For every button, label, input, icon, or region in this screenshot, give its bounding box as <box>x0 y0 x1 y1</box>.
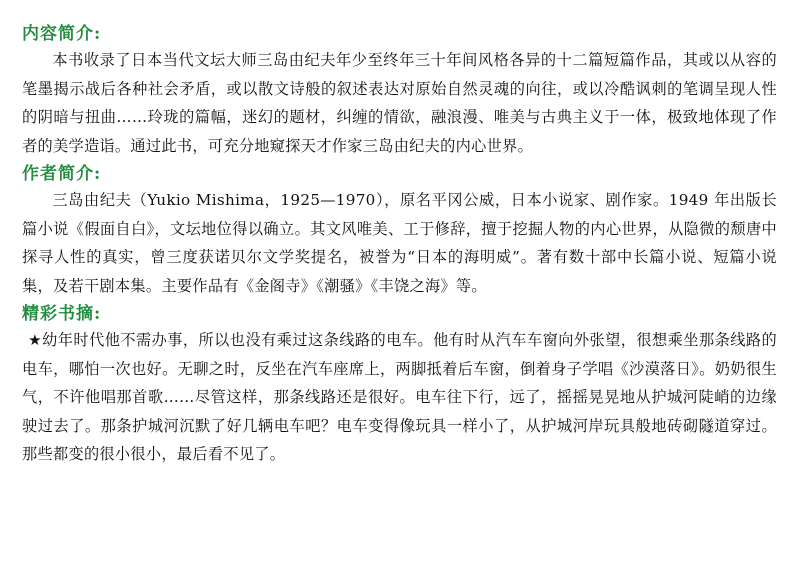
author-paragraph: 三岛由纪夫（Yukio Mishima，1925—1970），原名平冈公威，日本小说家、剧作家。1949 年出版长篇小说《假面自白》，文坛地位得以确立。其文风唯美、工于修辞，擅于挖掘人物的内心世界，从隐微的颓唐中探寻人性的真实，曾三度获诺贝尔文学奖提名，被誉为“日本的海明威”。著有数十部中长篇小说、短篇小说集，及若干剧本集。主要作品有《金阁寺》《潮骚》《丰饶之海》等。 <box>22 191 777 295</box>
excerpt-text: 幼年时代他不需办事，所以也没有乘过这条线路的电车。他有时从汽车车窗向外张望，很想乘坐那条线路的电车，哪怕一次也好。无聊之时，反坐在汽车座席上，两脚抵着后车窗，倒着身子学唱《沙漠落日》。奶奶很生气，不许他唱那首歌……尽管这样，那条线路还是很好。电车往下行，远了，摇摇晃晃地从护城河陡峭的边缘驶过去了。那条护城河沉默了好几辆电车吧？电车变得像玩具一样小了，从护城河岸玩具般地砖砌隧道穿过。那些都变的很小很小，最后看不见了。 <box>22 331 777 463</box>
excerpt-heading: 精彩书摘: <box>22 304 102 324</box>
excerpt-paragraph <box>22 326 777 469</box>
star-icon: ★ <box>28 331 42 349</box>
author-heading: 作者简介: <box>22 164 102 184</box>
intro-paragraph: 本书收录了日本当代文坛大师三岛由纪夫年少至终年三十年间风格各异的十二篇短篇作品，其或以从容的笔墨揭示战后各种社会矛盾，或以散文诗般的叙述表达对原始自然灵魂的向往，或以冷酷讽刺的笔调呈现人性的阴暗与扭曲……玲珑的篇幅，迷幻的题材，纠缠的情欲，融浪漫、唯美与古典主义于一体，极致地体现了作者的美学造诣。通过此书，可充分地窥探天才作家三岛由纪夫的内心世界。 <box>22 51 777 155</box>
intro-heading: 内容简介: <box>22 24 102 44</box>
